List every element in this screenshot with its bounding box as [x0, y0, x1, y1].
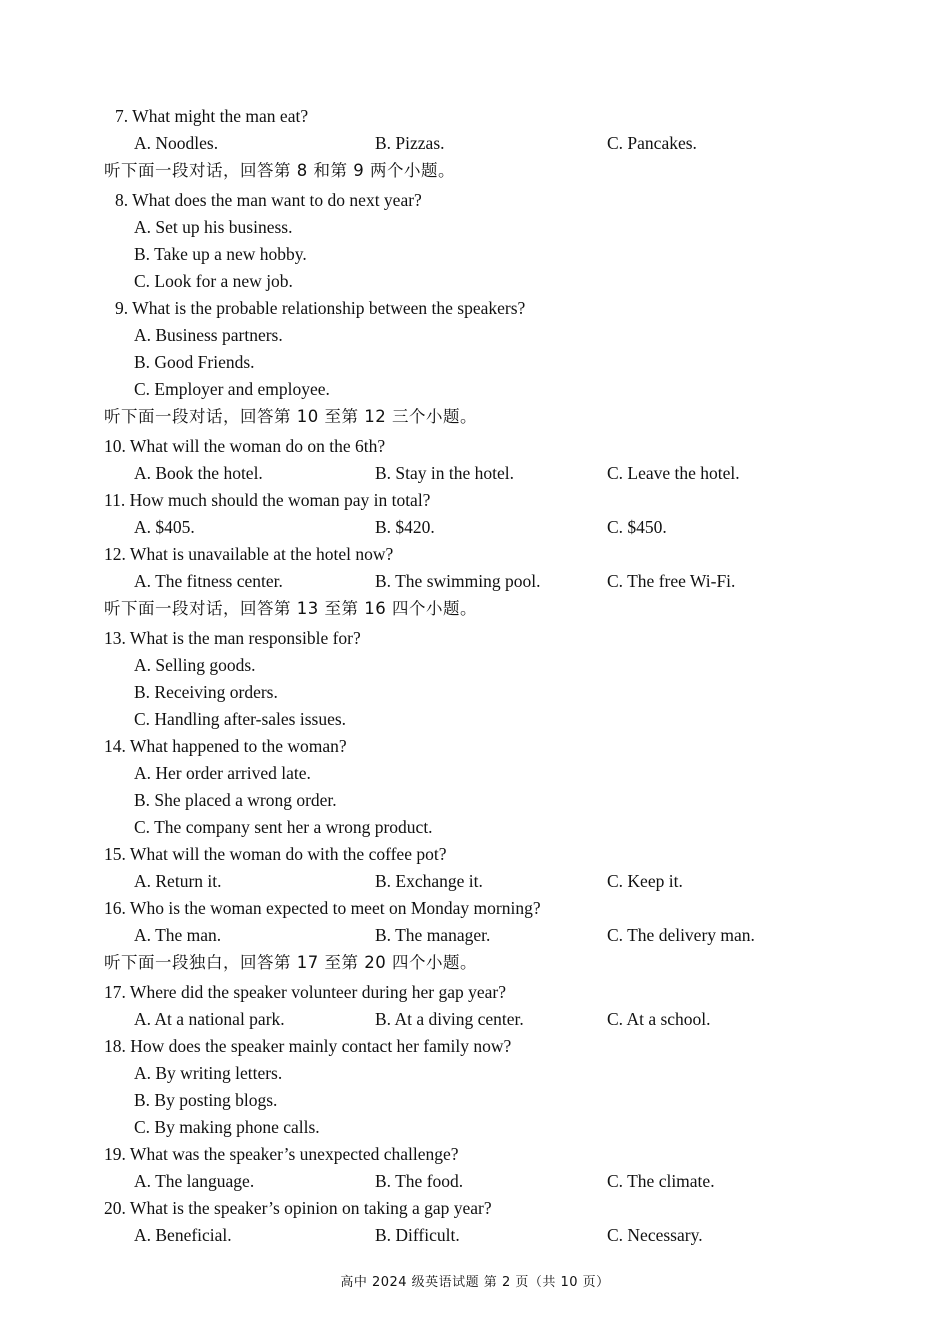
option-row	[0, 924, 950, 946]
option-row	[0, 1170, 950, 1192]
option-row	[0, 870, 950, 892]
option: C. By making phone calls.	[134, 1117, 320, 1137]
option: A. By writing letters.	[134, 1063, 283, 1083]
option-a: A. $405.	[134, 517, 195, 537]
option: C. Handling after-sales issues.	[134, 709, 347, 729]
question: 10. What will the woman do on the 6th?	[104, 436, 386, 456]
question: 20. What is the speaker’s opinion on taking a gap year?	[104, 1198, 492, 1218]
option-c: C. Keep it.	[607, 871, 683, 891]
option: B. Take up a new hobby.	[134, 244, 307, 264]
option-b: B. At a diving center.	[375, 1009, 524, 1029]
option: A. Her order arrived late.	[134, 763, 311, 783]
question: 11. How much should the woman pay in total?	[104, 490, 431, 510]
option-b: B. Pizzas.	[375, 133, 445, 153]
option-a: A. Noodles.	[134, 133, 219, 153]
section-instruction: 听下面一段独白，回答第 17 至第 20 四个小题。	[104, 953, 477, 972]
option-a: A. The language.	[134, 1171, 255, 1191]
question: 8. What does the man want to do next year?	[115, 190, 422, 210]
option-c: C. The delivery man.	[607, 925, 755, 945]
option-b: B. $420.	[375, 517, 435, 537]
option-c: C. Pancakes.	[607, 133, 697, 153]
option-row	[0, 1224, 950, 1246]
question: 16. Who is the woman expected to meet on Monday morning?	[104, 898, 541, 918]
option-b: B. Stay in the hotel.	[375, 463, 515, 483]
option: C. The company sent her a wrong product.	[134, 817, 433, 837]
option-c: C. The free Wi-Fi.	[607, 571, 736, 591]
option-a: A. Beneficial.	[134, 1225, 232, 1245]
option-b: B. Exchange it.	[375, 871, 483, 891]
option: C. Look for a new job.	[134, 271, 293, 291]
option-c: C. $450.	[607, 517, 667, 537]
question: 18. How does the speaker mainly contact her family now?	[104, 1036, 512, 1056]
option: A. Set up his business.	[134, 217, 293, 237]
option-b: B. Difficult.	[375, 1225, 460, 1245]
option-b: B. The swimming pool.	[375, 571, 541, 591]
option-row	[0, 570, 950, 592]
option-row	[0, 1008, 950, 1030]
option: A. Business partners.	[134, 325, 283, 345]
option-a: A. Book the hotel.	[134, 463, 263, 483]
question: 15. What will the woman do with the coffee pot?	[104, 844, 447, 864]
option-c: C. Leave the hotel.	[607, 463, 740, 483]
option-b: B. The food.	[375, 1171, 464, 1191]
question: 7. What might the man eat?	[115, 106, 309, 126]
option-b: B. The manager.	[375, 925, 491, 945]
section-instruction: 听下面一段对话，回答第 13 至第 16 四个小题。	[104, 599, 477, 618]
option: B. Good Friends.	[134, 352, 255, 372]
question: 9. What is the probable relationship between the speakers?	[115, 298, 526, 318]
option: C. Employer and employee.	[134, 379, 330, 399]
option: B. She placed a wrong order.	[134, 790, 337, 810]
question: 14. What happened to the woman?	[104, 736, 347, 756]
option-a: A. At a national park.	[134, 1009, 285, 1029]
option-row	[0, 132, 950, 154]
question: 19. What was the speaker’s unexpected challenge?	[104, 1144, 459, 1164]
option-c: C. The climate.	[607, 1171, 715, 1191]
section-instruction: 听下面一段对话，回答第 10 至第 12 三个小题。	[104, 407, 477, 426]
option-row	[0, 462, 950, 484]
option-a: A. The man.	[134, 925, 222, 945]
question: 12. What is unavailable at the hotel now?	[104, 544, 394, 564]
question: 17. Where did the speaker volunteer during her gap year?	[104, 982, 507, 1002]
option-c: C. At a school.	[607, 1009, 711, 1029]
page-footer: 高中 2024 级英语试题 第 2 页（共 10 页）	[340, 1275, 610, 1290]
option-a: A. Return it.	[134, 871, 222, 891]
option-row	[0, 516, 950, 538]
option: B. By posting blogs.	[134, 1090, 278, 1110]
option-a: A. The fitness center.	[134, 571, 283, 591]
option: A. Selling goods.	[134, 655, 256, 675]
section-instruction: 听下面一段对话，回答第 8 和第 9 两个小题。	[104, 161, 455, 180]
question: 13. What is the man responsible for?	[104, 628, 361, 648]
option-c: C. Necessary.	[607, 1225, 703, 1245]
option: B. Receiving orders.	[134, 682, 278, 702]
